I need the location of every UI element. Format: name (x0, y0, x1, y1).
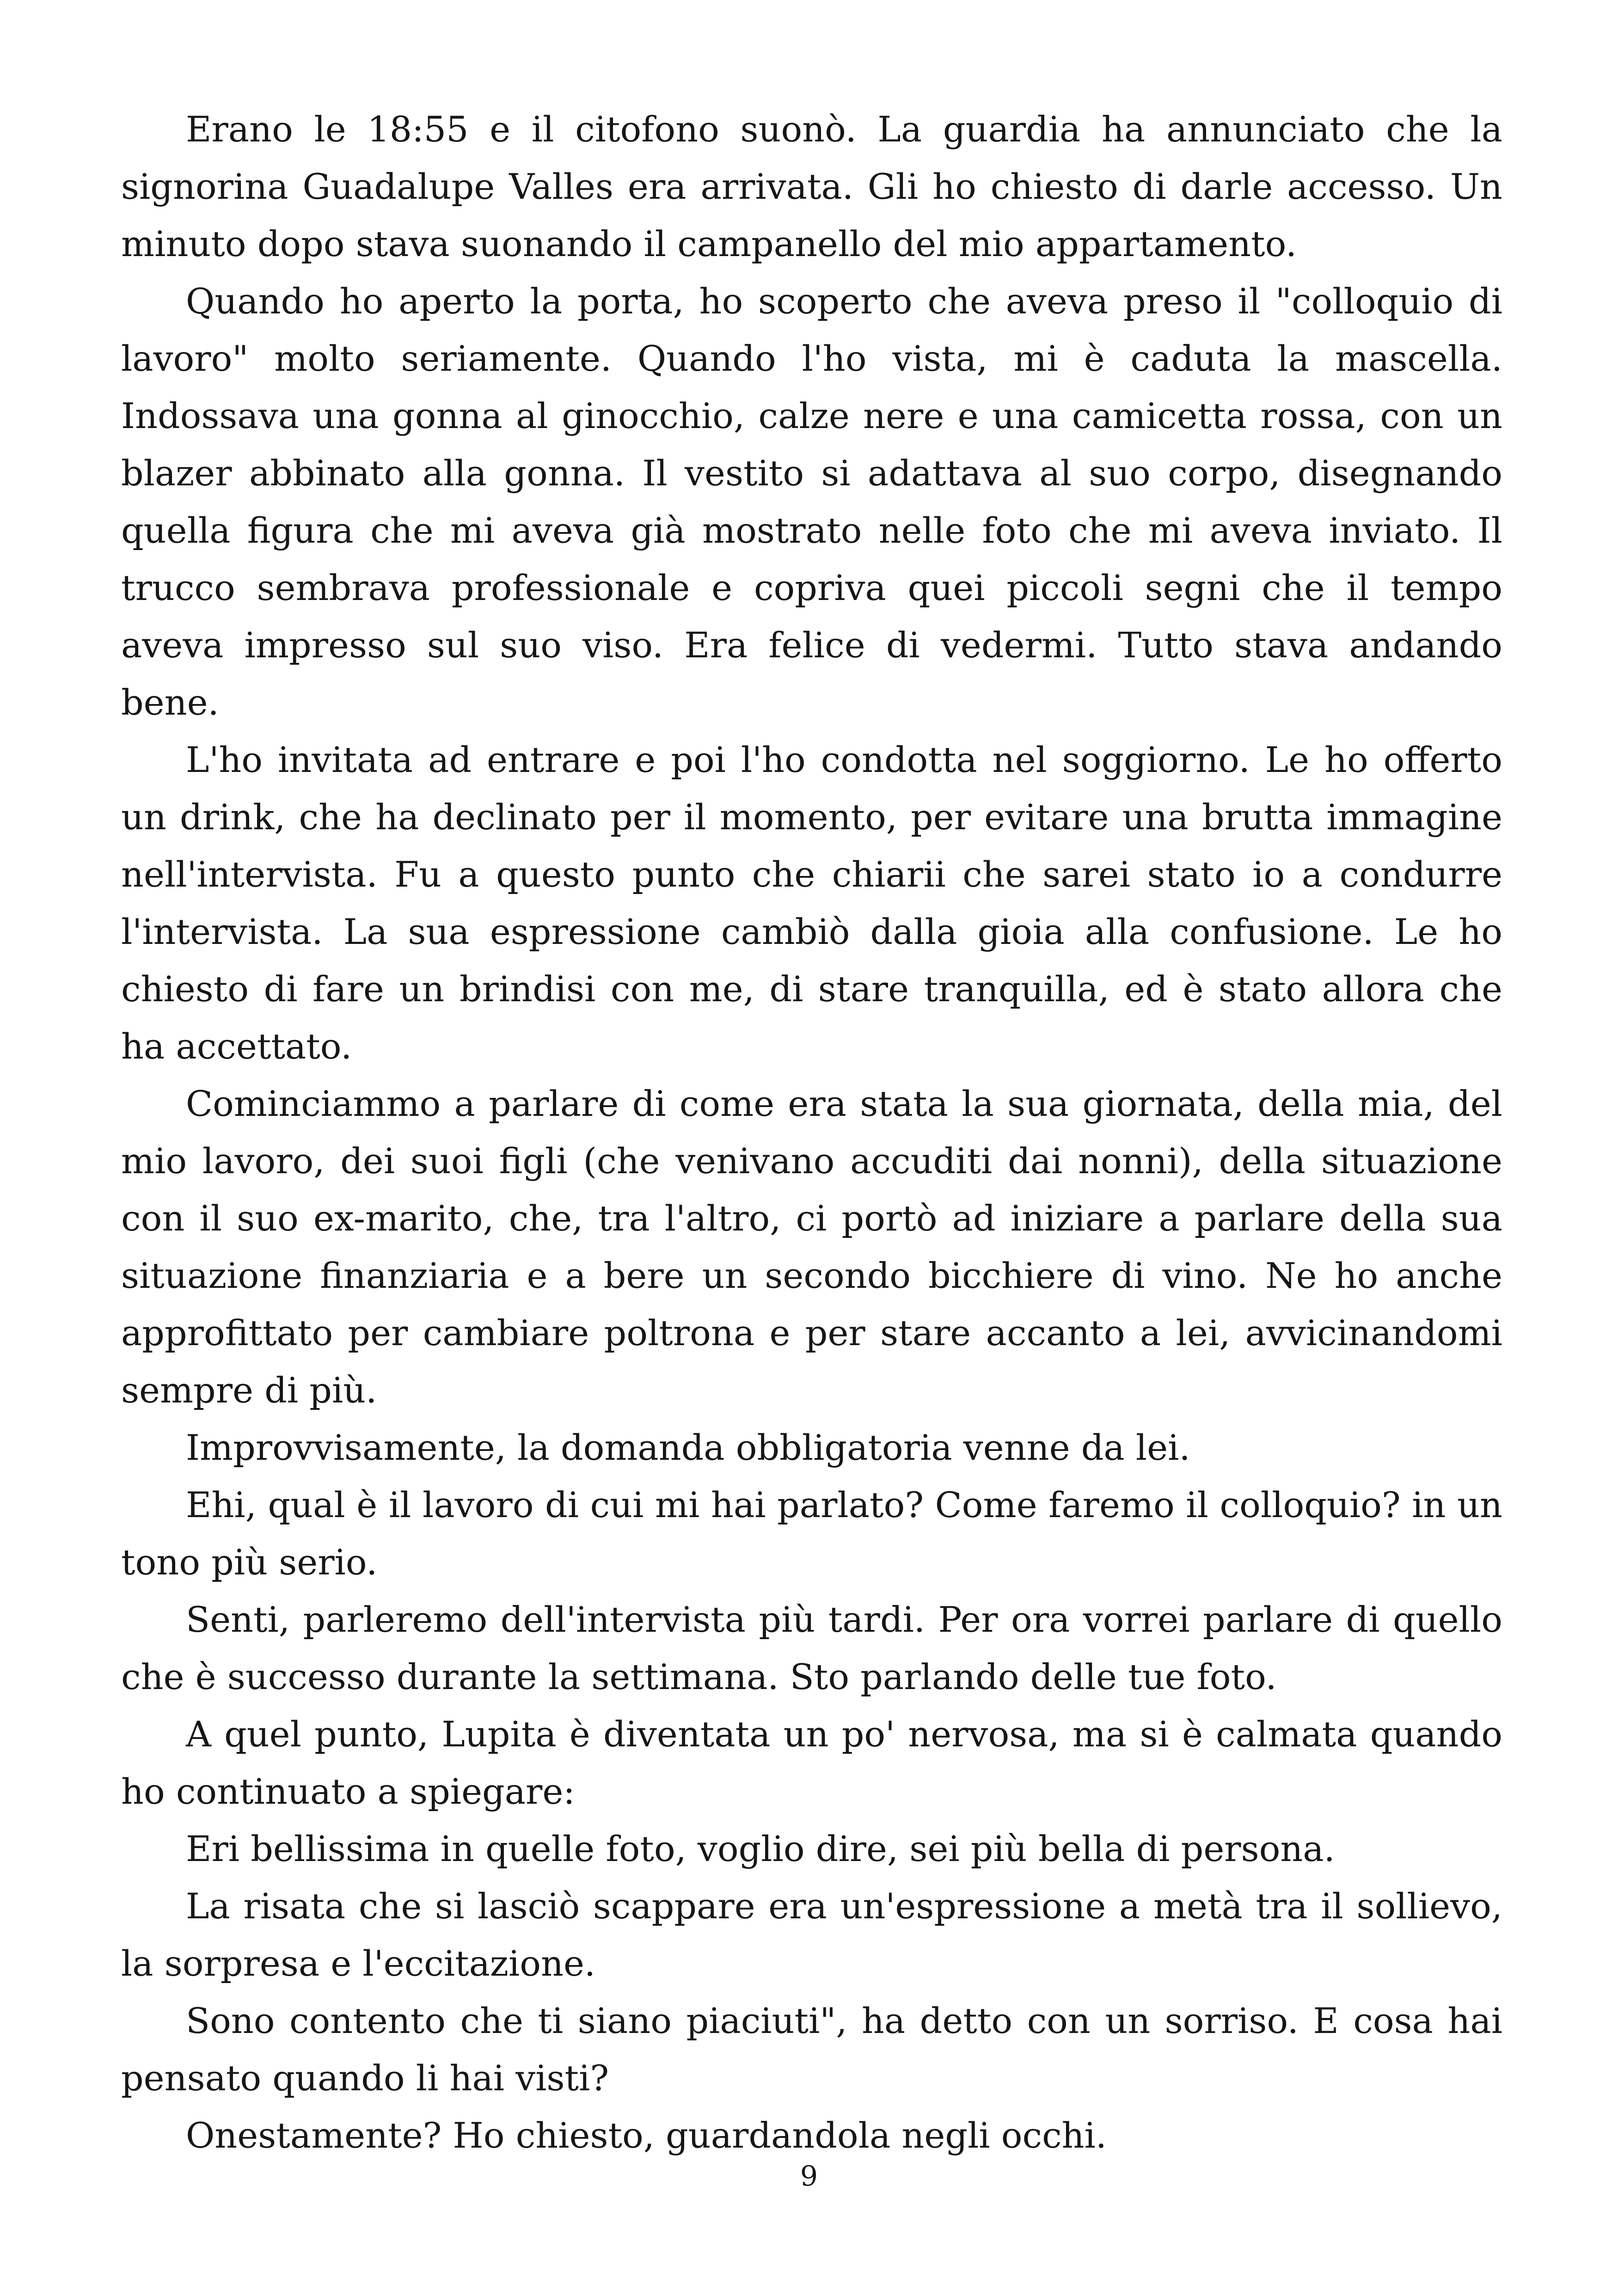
paragraph: Cominciammo a parlare di come era stata la sua giornata, della mia, del mio lavoro, dei suoi figli (che venivano accuditi dai nonni), della situazione con il suo ex-marito, che, tra l'altro, ci portò ad iniziare a parlare della sua situazione finanziaria e a bere un secondo bicchiere di vino. Ne ho anche approfittato per cambiare poltrona e per stare accanto a lei, avvicinandomi sempre di più. (121, 1083, 1502, 1411)
paragraph: La risata che si lasciò scappare era un'espressione a metà tra il sollievo, la sorpresa e l'eccitazione. (121, 1886, 1502, 1984)
page-number: 9 (800, 2160, 818, 2192)
paragraph: Quando ho aperto la porta, ho scoperto che aveva preso il "colloquio di lavoro" molto seriamente. Quando l'ho vista, mi è caduta la mascella. Indossava una gonna al ginocchio, calze nere e una camicetta rossa, con un blazer abbinato alla gonna. Il vestito si adattava al suo corpo, disegnando quella figura che mi aveva già mostrato nelle foto che mi aveva inviato. Il trucco sembrava professionale e copriva quei piccoli segni che il tempo aveva impresso sul suo viso. Era felice di vedermi. Tutto stava andando bene. (121, 281, 1502, 723)
paragraph: Onestamente? Ho chiesto, guardandola negli occhi. (186, 2115, 1107, 2156)
paragraph: Eri bellissima in quelle foto, voglio dire, sei più bella di persona. (186, 1828, 1335, 1869)
paragraph: Senti, parleremo dell'intervista più tardi. Per ora vorrei parlare di quello che è successo durante la settimana. Sto parlando delle tue foto. (121, 1599, 1502, 1697)
paragraph: Erano le 18:55 e il citofono suonò. La guardia ha annunciato che la signorina Guadalupe Valles era arrivata. Gli ho chiesto di darle accesso. Un minuto dopo stava suonando il campanello del mio appartamento. (121, 109, 1502, 264)
body-text (121, 101, 1502, 2164)
paragraph: Ehi, qual è il lavoro di cui mi hai parlato? Come faremo il colloquio? in un tono più serio. (121, 1484, 1502, 1583)
paragraph: Improvvisamente, la domanda obbligatoria venne da lei. (186, 1427, 1190, 1468)
paragraph: Sono contento che ti siano piaciuti", ha detto con un sorriso. E cosa hai pensato quando li hai visti? (121, 2000, 1502, 2099)
paragraph: A quel punto, Lupita è diventata un po' nervosa, ma si è calmata quando ho continuato a spiegare: (121, 1714, 1502, 1812)
paragraph: L'ho invitata ad entrare e poi l'ho condotta nel soggiorno. Le ho offerto un drink, che ha declinato per il momento, per evitare una brutta immagine nell'intervista. Fu a questo punto che chiarii che sarei stato io a condurre l'intervista. La sua espressione cambiò dalla gioia alla confusione. Le ho chiesto di fare un brindisi con me, di stare tranquilla, ed è stato allora che ha accettato. (121, 739, 1502, 1067)
